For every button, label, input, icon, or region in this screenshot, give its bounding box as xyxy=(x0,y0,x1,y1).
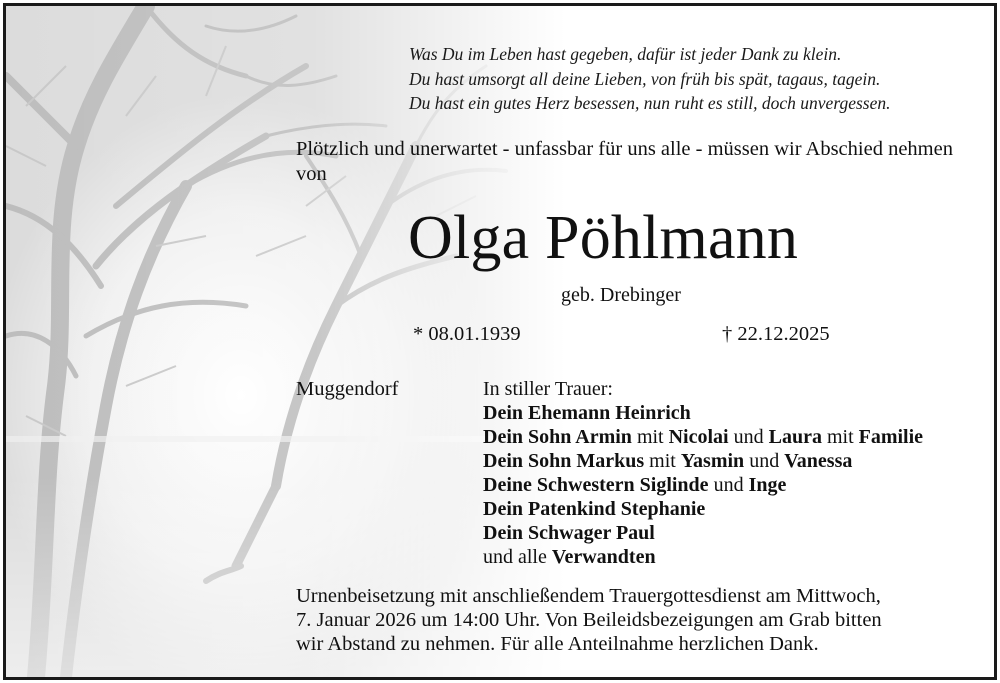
mourner-line xyxy=(483,473,993,497)
mourner-name: Dein Sohn Markus xyxy=(483,450,645,472)
closing-line: wir Abstand zu nehmen. Für alle Anteilnahme herzlichen Dank. xyxy=(296,633,819,655)
mourner-name: Laura xyxy=(768,426,822,448)
mourner-name: Familie xyxy=(858,426,924,448)
closing-line: 7. Januar 2026 um 14:00 Uhr. Von Beileidsbezeigungen am Grab bitten xyxy=(296,609,882,631)
mourner-name: Vanessa xyxy=(784,450,853,472)
maiden-name: geb. Drebinger xyxy=(561,284,681,306)
mourner-connector: und alle xyxy=(483,546,552,568)
mourner-name: Dein Sohn Armin xyxy=(483,426,632,448)
mourner-connector: und xyxy=(708,474,749,496)
death-date: † 22.12.2025 xyxy=(722,323,830,345)
mourner-line xyxy=(483,521,993,545)
poem-line: Du hast umsorgt all deine Lieben, von früh bis spät, tagaus, tagein. xyxy=(409,68,881,89)
mourner-connector: mit xyxy=(631,426,669,448)
closing-text xyxy=(296,584,986,656)
deceased-name: Olga Pöhlmann xyxy=(408,204,799,272)
mourner-connector: und xyxy=(728,426,769,448)
mourner-connector: und xyxy=(744,450,785,472)
poem-line: Du hast ein gutes Herz besessen, nun ruht es still, doch unvergessen. xyxy=(409,93,891,113)
mourner-line xyxy=(483,449,993,473)
birth-date: * 08.01.1939 xyxy=(413,323,521,345)
memorial-poem xyxy=(409,42,989,116)
obituary-card xyxy=(3,3,997,680)
mourner-line xyxy=(483,545,993,569)
poem-line: Was Du im Leben hast gegeben, dafür ist jeder Dank zu klein. xyxy=(409,44,842,64)
mourner-line xyxy=(483,497,993,521)
mourner-name: Nicolai xyxy=(668,426,729,448)
closing-line: Urnenbeisetzung mit anschließendem Trauergottesdienst am Mittwoch, xyxy=(296,585,881,607)
mourner-name: Yasmin xyxy=(680,450,745,472)
mourner-line xyxy=(483,401,993,425)
mourner-connector: mit xyxy=(644,450,681,472)
mourner-name: Dein Schwager Paul xyxy=(483,522,655,544)
place-name: Muggendorf xyxy=(296,378,399,400)
mourner-name: Dein Patenkind Stephanie xyxy=(483,498,706,520)
mourners-list xyxy=(483,377,993,569)
mourner-name: Verwandten xyxy=(551,546,656,568)
mourner-name: Inge xyxy=(748,474,787,496)
farewell-intro: Plötzlich und unerwartet - unfassbar für uns alle - müssen wir Abschied nehmen von xyxy=(296,138,953,185)
mourner-connector: mit xyxy=(821,426,859,448)
mourner-name: Deine Schwestern Siglinde xyxy=(483,474,709,496)
mourners-heading: In stiller Trauer: xyxy=(483,378,613,400)
mourner-name: Dein Ehemann Heinrich xyxy=(483,402,691,424)
mourner-line xyxy=(483,425,993,449)
